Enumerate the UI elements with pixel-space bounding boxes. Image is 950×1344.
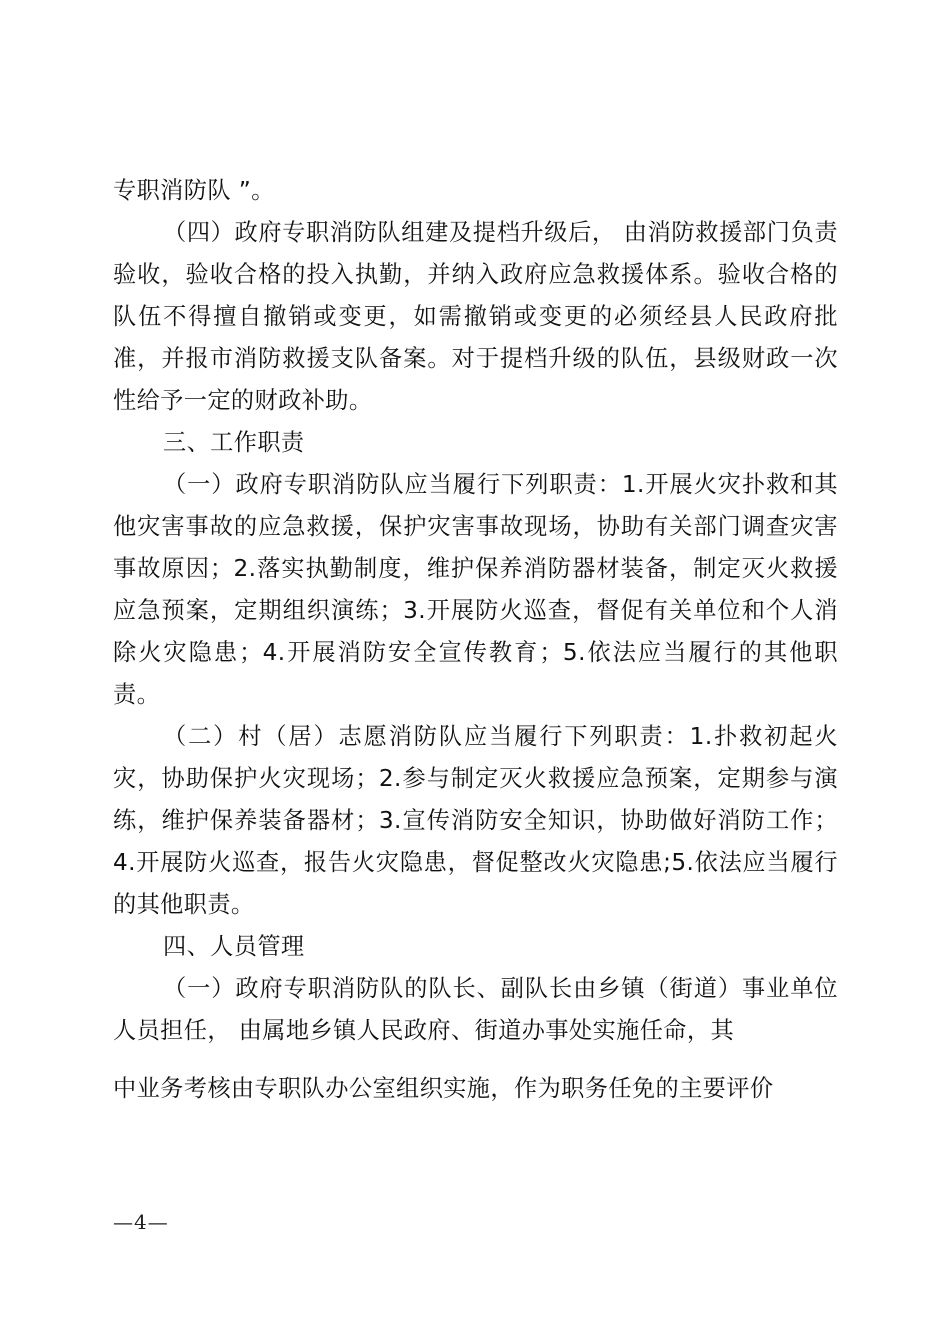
paragraph-professional-team-duties: （一）政府专职消防队应当履行下列职责：1.开展火灾扑救和其他灾害事故的应急救援，保护灾害事故现场，协助有关部门调查灾害事故原因；2.落实执勤制度，维护保养消防器材装备，制定灭火救援应急预案，定期组织演练；3.开展防火巡查，督促有关单位和个人消除火灾隐患；4.开展消防安全宣传教育；5.依法应当履行的其他职责。 bbox=[113, 471, 838, 708]
page-number: —4— bbox=[113, 1210, 169, 1234]
document-body bbox=[113, 170, 838, 1110]
section-heading-duties: 三、工作职责 bbox=[163, 429, 305, 456]
paragraph-continuation: 专职消防队 ”。 bbox=[113, 177, 275, 204]
paragraph-evaluation: 中业务考核由专职队办公室组织实施，作为职务任免的主要评价 bbox=[113, 1075, 774, 1102]
section-heading-personnel: 四、人员管理 bbox=[163, 933, 305, 960]
paragraph-acceptance: （四）政府专职消防队组建及提档升级后， 由消防救援部门负责验收，验收合格的投入执勤，并纳入政府应急救援体系。验收合格的队伍不得擅自撤销或变更，如需撤销或变更的必须经县人民政府批准，并报市消防救援支队备案。对于提档升级的队伍，县级财政一次性给予一定的财政补助。 bbox=[113, 219, 838, 414]
paragraph-volunteer-team-duties: （二）村（居）志愿消防队应当履行下列职责：1.扑救初起火灾，协助保护火灾现场；2.参与制定灭火救援应急预案，定期参与演练，维护保养装备器材；3.宣传消防安全知识，协助做好消防工作；4.开展防火巡查，报告火灾隐患，督促整改火灾隐患;5.依法应当履行的其他职责。 bbox=[113, 723, 838, 918]
paragraph-leadership: （一）政府专职消防队的队长、副队长由乡镇（街道）事业单位人员担任， 由属地乡镇人民政府、街道办事处实施任命，其 bbox=[113, 975, 838, 1044]
